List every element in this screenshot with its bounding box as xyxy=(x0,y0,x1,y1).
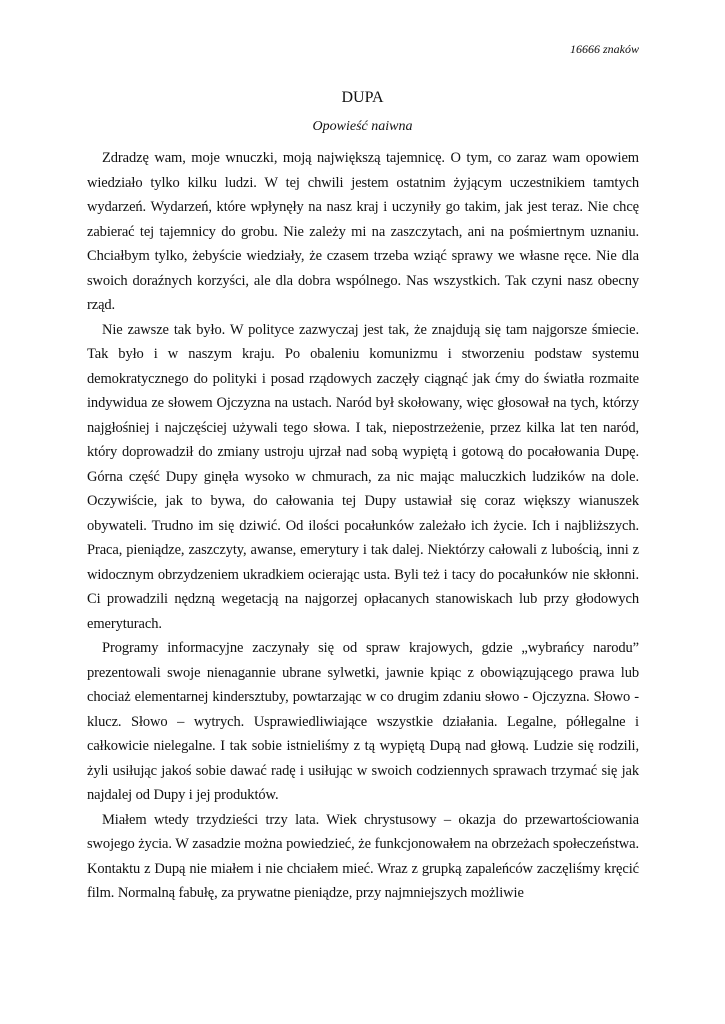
paragraph: Zdradzę wam, moje wnuczki, moją największą tajemnicę. O tym, co zaraz wam opowiem wiedziało tylko kilku ludzi. W tej chwili jestem ostatnim żyjącym uczestnikiem tamtych wydarzeń. Wydarzeń, które wpłynęły na nasz kraj i uczyniły go takim, jak jest teraz. Nie chcę zabierać tej tajemnicy do grobu. Nie zależy mi na zaszczytach, ani na pośmiertnym uznaniu. Chciałbym tylko, żebyście wiedziały, że czasem trzeba wziąć sprawy we własne ręce. Nie dla swoich doraźnych korzyści, ale dla dobra wspólnego. Nas wszystkich. Tak czyni nasz obecny rząd. xyxy=(87,150,639,313)
paragraph: Miałem wtedy trzydzieści trzy lata. Wiek chrystusowy – okazja do przewartościowania swojego życia. W zasadzie można powiedzieć, że funkcjonowałem na obrzeżach społeczeństwa. Kontaktu z Dupą nie miałem i nie chciałem mieć. Wraz z grupką zapaleńców zaczęliśmy kręcić film. Normalną fabułę, za prywatne pieniądze, przy najmniejszych możliwie xyxy=(87,811,639,901)
document-subtitle: Opowieść naiwna xyxy=(312,119,413,134)
document-body xyxy=(87,146,639,906)
document-title: DUPA xyxy=(341,89,384,106)
paragraph: Programy informacyjne zaczynały się od spraw krajowych, gdzie „wybrańcy narodu” prezentowali swoje nienagannie ubrane sylwetki, jawnie kpiąc z obowiązującego prawa lub chociaż elementarnej kindersztuby, powtarzając w co drugim zdaniu słowo - Ojczyzna. Słowo - klucz. Słowo – wytrych. Usprawiedliwiające wszystkie działania. Legalne, półlegalne i całkowicie nielegalne. I tak sobie istnieliśmy z tą wypiętą Dupą nad głową. Ludzie się rodzili, żyli usiłując jakoś sobie dawać radę i usiłując w swoich codziennych sprawach trzymać się jak najdalej od Dupy i jej produktów. xyxy=(87,640,639,803)
character-count: 16666 znaków xyxy=(570,42,639,56)
paragraph: Nie zawsze tak było. W polityce zazwyczaj jest tak, że znajdują się tam najgorsze śmiecie. Tak było i w naszym kraju. Po obaleniu komunizmu i stworzeniu podstaw systemu demokratycznego do polityki i posad rządowych zaczęły ciągnąć jak ćmy do światła rozmaite indywidua ze słowem Ojczyzna na ustach. Naród był skołowany, więc głosował na tych, którzy najgłośniej i najczęściej używali tego słowa. I tak, niepostrzeżenie, przez kilka lat ten naród, który doprowadził do zmiany ustroju ujrzał nad sobą wypiętą i gotową do pocałowania Dupę. Górna część Dupy ginęła wysoko w chmurach, za nic mając maluczkich ludzików na dole. Oczywiście, jak to bywa, do całowania tej Dupy ustawiał się coraz większy wianuszek obywateli. Trudno im się dziwić. Od ilości pocałunków zależało ich życie. Ich i najbliższych. Praca, pieniądze, zaszczyty, awanse, emerytury i tak dalej. Niektórzy całowali z lubością, inni z widocznym obrzydzeniem ukradkiem ocierając usta. Byli też i tacy do pocałunków nie skłonni. Ci prowadzili nędzną wegetacją na najgorzej opłacanych stanowiskach lub przy głodowych emeryturach. xyxy=(87,321,639,632)
